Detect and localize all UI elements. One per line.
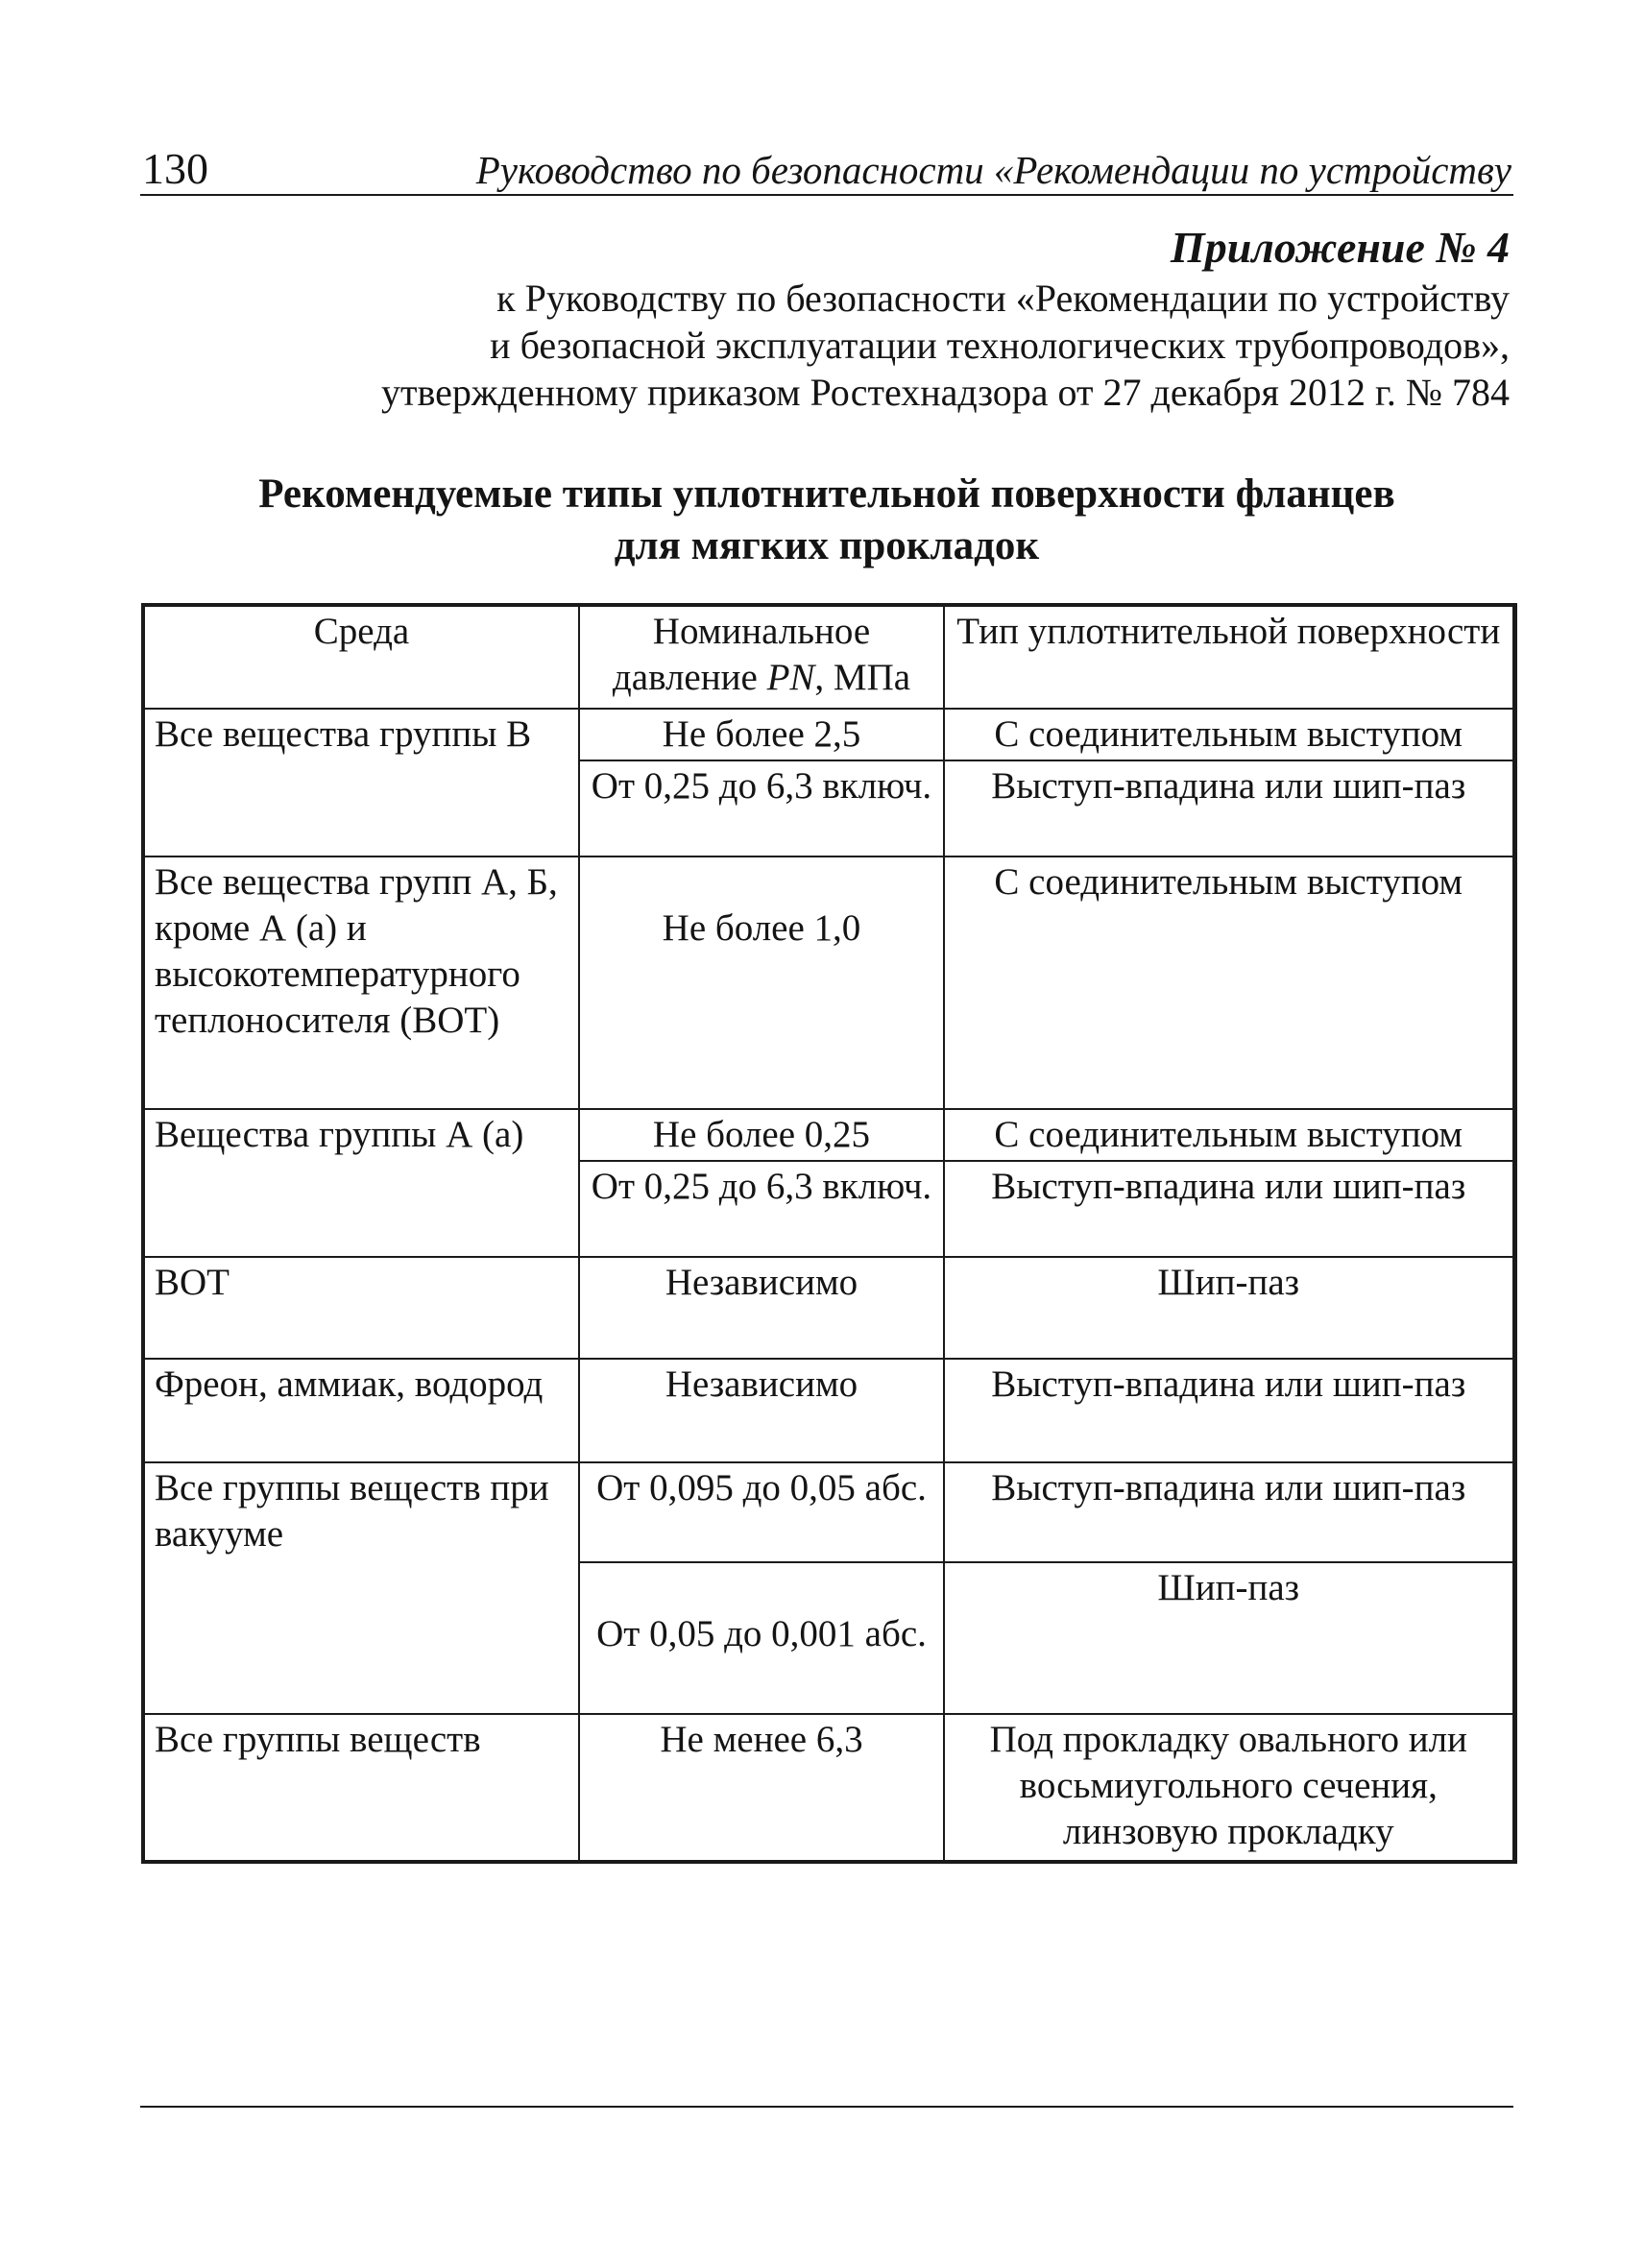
table-row [143,709,1514,760]
cell-medium: Все группы веществ при вакууме [143,1462,579,1714]
cell-pressure: Не более 0,25 [579,1109,944,1161]
appendix-reference [381,275,1510,416]
table-row [143,1359,1514,1462]
cell-pressure: От 0,095 до 0,05 абс. [579,1462,944,1562]
footer-rule [140,2106,1513,2108]
cell-surface-type: Выступ-впадина или шип-паз [944,1359,1514,1462]
header-pressure-text-b: , МПа [814,657,911,698]
appendix-reference-line: и безопасной эксплуатации технологических трубопроводов», [490,324,1510,367]
cell-pressure: Не менее 6,3 [579,1714,944,1862]
document-title-line: для мягких прокладок [614,523,1040,568]
table-header-row [143,605,1514,709]
cell-pressure: От 0,25 до 6,3 включ. [579,1161,944,1257]
appendix-title: Приложение № 4 [1170,223,1510,272]
document-title [140,469,1513,572]
cell-medium: ВОТ [143,1257,579,1359]
cell-pressure: Не более 1,0 [579,857,944,1109]
cell-surface-type: С соединительным выступом [944,1109,1514,1161]
header-pressure-text-a: Номинальное давление [612,611,871,698]
appendix-reference-line: к Руководству по безопасности «Рекомендации по устройству [496,277,1510,320]
cell-surface-type: Выступ-впадина или шип-паз [944,1462,1514,1562]
table-row [143,1257,1514,1359]
cell-surface-type: Выступ-впадина или шип-паз [944,760,1514,857]
cell-pressure: Независимо [579,1359,944,1462]
appendix-reference-line: утвержденному приказом Ростехнадзора от 27 декабря 2012 г. № 784 [381,371,1510,414]
header-pressure-symbol: PN [766,657,815,698]
table-row [143,1109,1514,1161]
page-number: 130 [142,144,208,193]
cell-pressure: От 0,25 до 6,3 включ. [579,760,944,857]
table-row [143,857,1514,1109]
cell-surface-type: С соединительным выступом [944,857,1514,1109]
cell-surface-type: Выступ-впадина или шип-паз [944,1161,1514,1257]
table-row [143,1714,1514,1862]
cell-surface-type: Шип-паз [944,1257,1514,1359]
cell-surface-type: Шип-паз [944,1562,1514,1714]
cell-medium: Все вещества групп А, Б, кроме А (а) и высокотемпературного теплоносителя (ВОТ) [143,857,579,1109]
cell-medium: Все вещества группы В [143,709,579,857]
cell-medium: Фреон, аммиак, водород [143,1359,579,1462]
cell-surface-type: С соединительным выступом [944,709,1514,760]
table-row [143,1462,1514,1562]
cell-medium: Все группы веществ [143,1714,579,1862]
cell-pressure: Независимо [579,1257,944,1359]
header-pressure [579,605,944,709]
document-title-line: Рекомендуемые типы уплотнительной поверхности фланцев [258,471,1395,517]
header-medium: Среда [143,605,579,709]
header-surface-type: Тип уплотнительной поверхности [944,605,1514,709]
header-rule [140,194,1513,196]
running-header: Руководство по безопасности «Рекомендации по устройству [475,148,1511,192]
cell-medium: Вещества группы А (а) [143,1109,579,1257]
cell-surface-type: Под прокладку овального или восьмиугольного сечения, линзовую прокладку [944,1714,1514,1862]
flange-surface-table [141,603,1517,1864]
cell-pressure: От 0,05 до 0,001 абс. [579,1562,944,1714]
cell-pressure: Не более 2,5 [579,709,944,760]
